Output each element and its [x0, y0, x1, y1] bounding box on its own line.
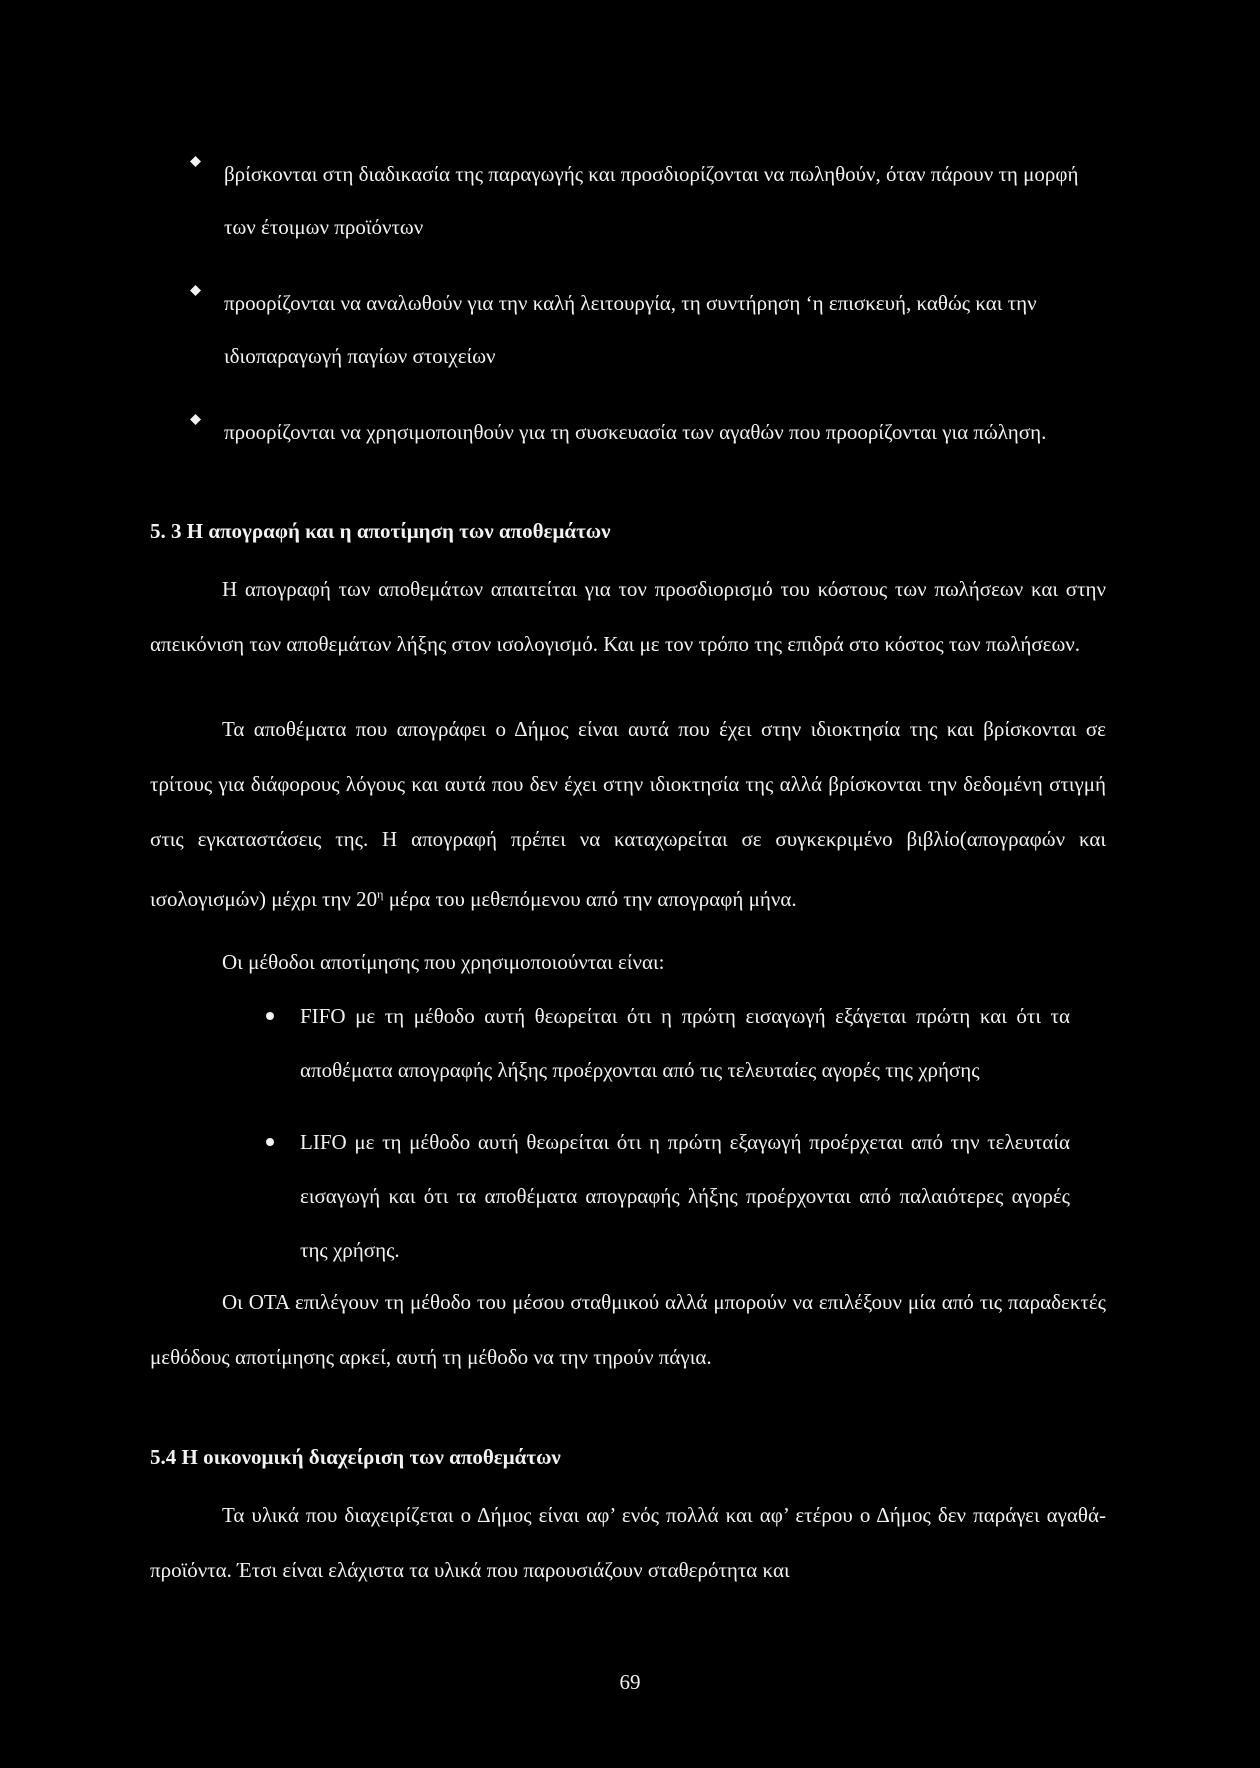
list-item-text: LIFO με τη μέθοδο αυτή θεωρείται ότι η πρώτη εξαγωγή προέρχεται από την τελευταία εισαγωγή και ότι τα αποθέματα απογραφής λήξης προέρχονται από παλαιότερες αγορές της χρήσης.	[300, 1130, 1070, 1262]
diamond-bullet-list	[190, 148, 1110, 482]
list-item	[262, 989, 1070, 1097]
page-number: 69	[619, 1670, 641, 1694]
paragraph-materials: Τα υλικά που διαχειρίζεται ο Δήμος είναι αφ’ ενός πολλά και αφ’ ετέρου ο Δήμος δεν παράγει αγαθά- προϊόντα. Έτσι είναι ελάχιστα τα υλικά που παρουσιάζουν σταθερότητα και	[150, 1503, 1106, 1582]
diamond-bullet-icon	[190, 156, 201, 167]
paragraph-methods-intro: Οι μέθοδοι αποτίμησης που χρησιμοποιούνται είναι:	[222, 950, 665, 974]
paragraph-inventory-purpose: Η απογραφή των αποθεμάτων απαιτείται για τον προσδιορισμό του κόστους των πωλήσεων και στην απεικόνιση των αποθεμάτων λήξης στον ισολογισμό. Και με τον τρόπο της επιδρά στο κόστος των πωλήσεων.	[150, 577, 1106, 656]
paragraph-inventory-contents	[150, 702, 1106, 927]
bullet-dot-icon	[266, 1012, 274, 1020]
list-item	[190, 148, 1110, 254]
diamond-bullet-icon	[190, 285, 201, 296]
ordinal-superscript: η	[377, 887, 384, 901]
list-item	[262, 1115, 1070, 1277]
list-item-text: προορίζονται να αναλωθούν για την καλή λειτουργία, τη συντήρηση ‘η επισκευή, καθώς και την ιδιοπαραγωγή παγίων στοιχείων	[224, 291, 1037, 368]
section-heading-5-4: 5.4 Η οικονομική διαχείριση των αποθεμάτων	[150, 1445, 561, 1469]
list-item	[190, 277, 1110, 383]
section-heading-5-3: 5. 3 Η απογραφή και η αποτίμηση των αποθεμάτων	[150, 519, 611, 543]
list-item	[190, 406, 1110, 459]
paragraph-text: μέρα του μεθεπόμενου από την απογραφή μήνα.	[383, 887, 797, 911]
valuation-methods-list	[262, 989, 1070, 1277]
paragraph-ota-method: Οι ΟΤΑ επιλέγουν τη μέθοδο του μέσου σταθμικού αλλά μπορούν να επιλέξουν μία από τις παραδεκτές μεθόδους αποτίμησης αρκεί, αυτή τη μέθοδο να την τηρούν πάγια.	[150, 1290, 1106, 1369]
paragraph-text: Τα αποθέματα που απογράφει ο Δήμος είναι αυτά που έχει στην ιδιοκτησία της και βρίσκονται σε τρίτους για διάφορους λόγους και αυτά που δεν έχει στην ιδιοκτησία της αλλά βρίσκονται την δεδομένη στιγμή στις εγκαταστάσεις της. Η απογραφή πρέπει να καταχωρείται σε συγκεκριμένο βιβλίο(απογραφών και ισολογισμών) μέχρι την 20	[150, 717, 1106, 911]
list-item-text: FIFO με τη μέθοδο αυτή θεωρείται ότι η πρώτη εισαγωγή εξάγεται πρώτη και ότι τα αποθέματα απογραφής λήξης προέρχονται από τις τελευταίες αγορές της χρήσης	[300, 1004, 1070, 1082]
list-item-text: προορίζονται να χρησιμοποιηθούν για τη συσκευασία των αγαθών που προορίζονται για πώληση.	[224, 420, 1047, 444]
diamond-bullet-icon	[190, 414, 201, 425]
bullet-dot-icon	[266, 1138, 274, 1146]
list-item-text: βρίσκονται στη διαδικασία της παραγωγής και προσδιορίζονται να πωληθούν, όταν πάρουν τη μορφή των έτοιμων προϊόντων	[224, 162, 1079, 239]
